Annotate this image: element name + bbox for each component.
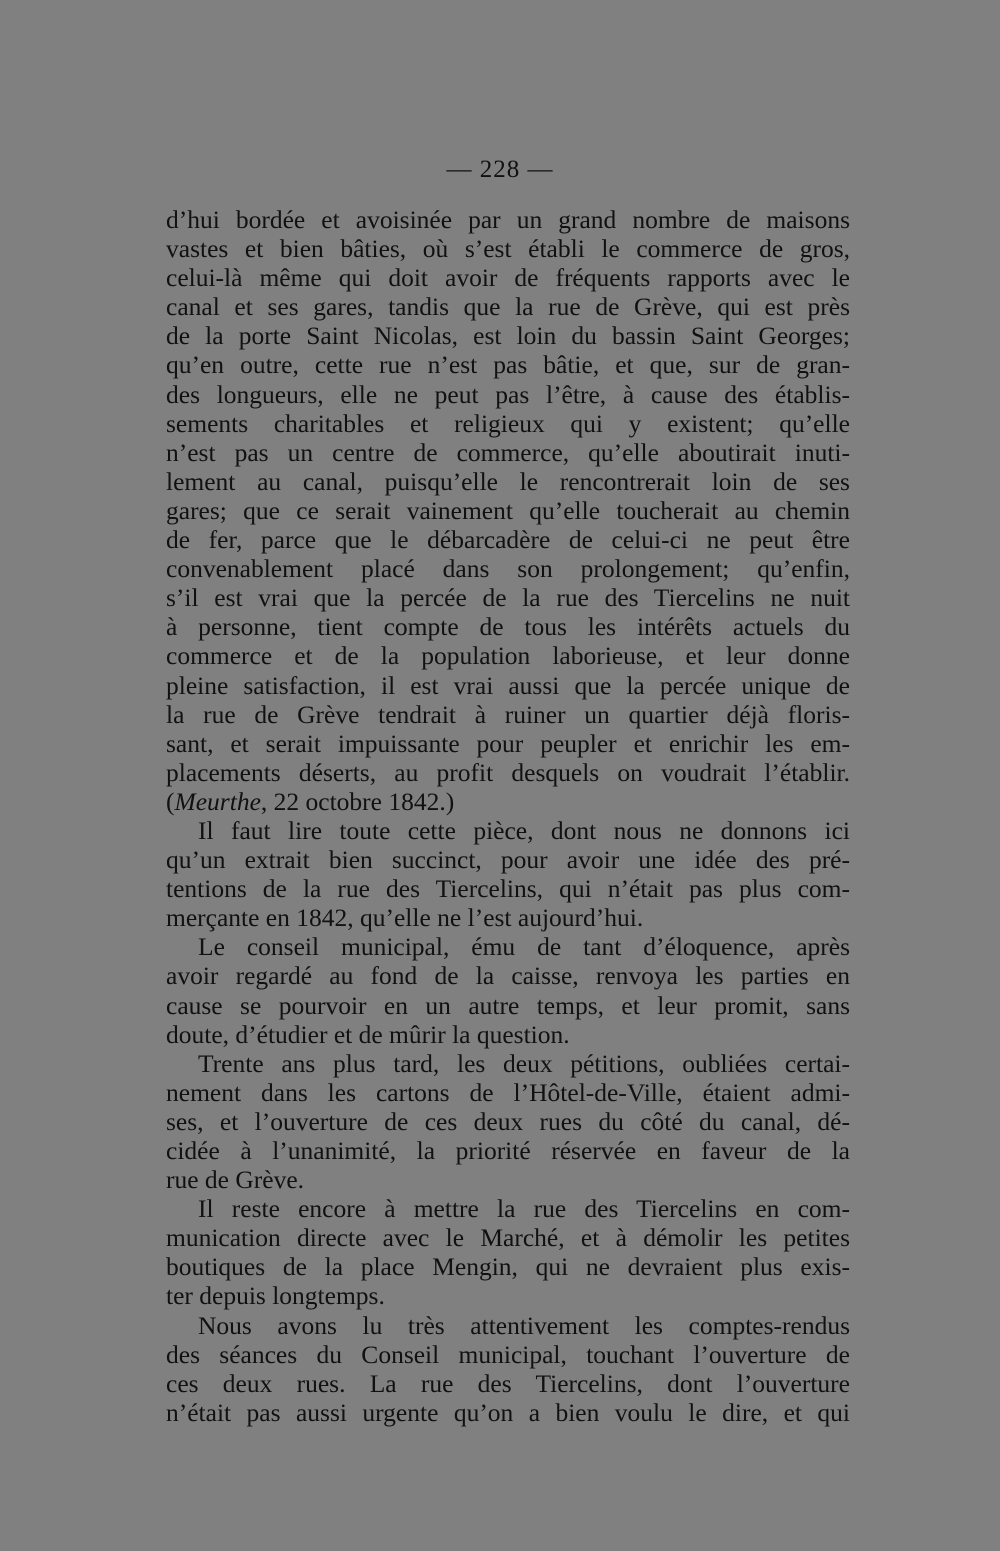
text-line: qu’en outre, cette rue n’est pas bâtie, et que, sur de gran- <box>166 350 850 380</box>
text-line: pleine satisfaction, il est vrai aussi que la percée unique de <box>166 670 850 700</box>
text-line: Trente ans plus tard, les deux pétitions, oubliées certai- <box>198 1048 850 1078</box>
text-line: munication directe avec le Marché, et à démolir les petites <box>166 1223 850 1253</box>
text-line: rue de Grève. <box>166 1165 305 1195</box>
text-line: ter depuis longtemps. <box>166 1281 385 1311</box>
citation-date: , 22 octobre 1842.) <box>260 786 455 816</box>
text-line: vastes et bien bâties, où s’est établi le commerce de gros, <box>166 234 850 264</box>
text-line: ces deux rues. La rue des Tiercelins, dont l’ouverture <box>166 1368 850 1398</box>
text-line: des longueurs, elle ne peut pas l’être, à cause des établis- <box>166 379 850 409</box>
text-line: lement au canal, puisqu’elle le rencontrerait loin de ses <box>166 466 850 496</box>
text-line: n’est pas un centre de commerce, qu’elle aboutirait inuti- <box>166 437 850 467</box>
text-line: canal et ses gares, tandis que la rue de Grève, qui est près <box>166 292 850 322</box>
text-line: Nous avons lu très attentivement les comptes-rendus <box>198 1310 850 1340</box>
text-line: avoir regardé au fond de la caisse, renvoya les parties en <box>166 961 850 991</box>
text-line <box>166 787 850 816</box>
text-line: de la porte Saint Nicolas, est loin du bassin Saint Georges; <box>166 321 850 351</box>
text-line: Le conseil municipal, ému de tant d’éloquence, après <box>198 932 850 962</box>
text-line: la rue de Grève tendrait à ruiner un quartier déjà floris- <box>166 699 850 729</box>
text-line: qu’un extrait bien succinct, pour avoir une idée des pré- <box>166 845 850 875</box>
text-line: des séances du Conseil municipal, touchant l’ouverture de <box>166 1339 850 1369</box>
text-line: convenablement placé dans son prolongement; qu’enfin, <box>166 554 850 584</box>
text-line: Il faut lire toute cette pièce, dont nous ne donnons ici <box>198 815 850 845</box>
text-line: n’était pas aussi urgente qu’on a bien voulu le dire, et qui <box>166 1397 850 1427</box>
text-line: sements charitables et religieux qui y existent; qu’elle <box>166 408 850 438</box>
body-text <box>166 205 850 1427</box>
text-line: de fer, parce que le débarcadère de celui-ci ne peut être <box>166 525 850 555</box>
text-line: cidée à l’unanimité, la priorité réservée en faveur de la <box>166 1136 850 1165</box>
text-line: gares; que ce serait vainement qu’elle toucherait au chemin <box>166 495 850 525</box>
page-number: — 228 — <box>446 156 554 183</box>
text-line: boutiques de la place Mengin, qui ne devraient plus exis- <box>166 1252 850 1282</box>
citation-source: Meurthe <box>174 786 261 816</box>
text-line: sant, et serait impuissante pour peupler et enrichir les em- <box>166 728 850 758</box>
text-line: s’il est vrai que la percée de la rue des Tiercelins ne nuit <box>166 583 850 613</box>
text-line: ses, et l’ouverture de ces deux rues du côté du canal, dé- <box>166 1106 850 1136</box>
text-line: tentions de la rue des Tiercelins, qui n’était pas plus com- <box>166 874 850 904</box>
text-line: placements déserts, au profit desquels on voudrait l’établir. <box>166 757 850 787</box>
text-line: merçante en 1842, qu’elle ne l’est aujourd’hui. <box>166 903 644 933</box>
text-line: doute, d’étudier et de mûrir la question. <box>166 1019 570 1049</box>
text-line: cause se pourvoir en un autre temps, et leur promit, sans <box>166 990 850 1020</box>
text-line: celui-là même qui doit avoir de fréquents rapports avec le <box>166 263 850 293</box>
citation-open: ( <box>166 786 175 816</box>
text-line: d’hui bordée et avoisinée par un grand nombre de maisons <box>166 205 850 234</box>
text-line: commerce et de la population laborieuse, et leur donne <box>166 641 850 671</box>
text-line: Il reste encore à mettre la rue des Tiercelins en com- <box>198 1194 850 1224</box>
text-line: à personne, tient compte de tous les intérêts actuels du <box>166 612 850 642</box>
text-line: nement dans les cartons de l’Hôtel-de-Ville, étaient admi- <box>166 1077 850 1107</box>
